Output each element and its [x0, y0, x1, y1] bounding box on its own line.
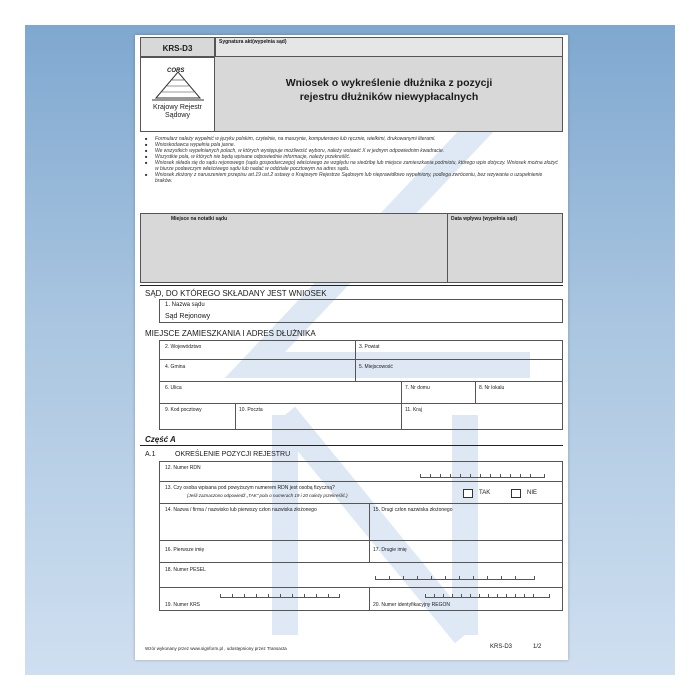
divider	[401, 381, 402, 403]
instruction-item: ■ Wniosek złożony z naruszeniem przepisu art.19 ust.2 ustawy o Krajowym Rejestrze Sądowym lub nieprawidłowo wypełniony, podlega zwróceniu, bez wzywania o uzupełnienie braków.	[145, 172, 560, 184]
second-surname-label: 15. Drugi człon nazwiska złożonego	[373, 507, 453, 513]
divider	[369, 503, 370, 562]
divider	[159, 503, 563, 504]
divider	[140, 445, 563, 446]
logo-text: CORS	[167, 68, 185, 74]
pesel-label: 18. Numer PESEL	[165, 567, 206, 573]
divider	[447, 213, 448, 283]
krs-number-input[interactable]	[220, 594, 340, 598]
natural-person-question: 13. Czy osoba wpisana pod powyższym numerem RDN jest osobą fizyczną?	[165, 485, 335, 491]
logo-cell	[140, 57, 215, 132]
natural-person-note: (Jeśli zaznaczono odpowiedź „TAK" pola o numerach 19 i 20 należy przekreślić.)	[187, 493, 348, 498]
court-notes-area	[140, 213, 563, 283]
instruction-item: ■ Wnioskodawca wypełnia pola jasne.	[145, 142, 560, 148]
rdn-number-label: 12. Numer RDN	[165, 465, 201, 471]
court-name-field[interactable]	[159, 299, 563, 323]
court-name-label: 1. Nazwa sądu	[165, 302, 205, 308]
form-code: KRS-D3	[162, 44, 193, 53]
postal-code-label: 9. Kod pocztowy	[165, 407, 202, 413]
divider	[140, 285, 563, 286]
form-title-2: rejestru dłużników niewypłacalnych	[299, 91, 479, 103]
court-notes-label: Miejsce na notatki sądu	[171, 216, 228, 222]
regon-input[interactable]	[425, 594, 550, 598]
regon-label: 20. Numer identyfikacyjny REGON	[373, 602, 450, 608]
section-a1-title: OKREŚLENIE POZYCJI REJESTRU	[175, 451, 291, 458]
register-grid	[159, 461, 563, 611]
instruction-item: ■ Formularz należy wypełnić w języku polskim, czytelnie, na maszynie, komputerowo lub ręcznie, wielkimi, drukowanymi literami.	[145, 136, 560, 142]
court-section-heading: SĄD, DO KTÓREGO SKŁADANY JEST WNIOSEK	[145, 289, 327, 298]
footer-credit: Wzór wykonany przez www.signform.pl , udostępniony przez Transacta	[145, 646, 287, 651]
street-label: 6. Ulica	[165, 385, 182, 391]
yes-label: TAK	[479, 490, 491, 496]
registry-name-1: Krajowy Rejestr	[152, 104, 202, 111]
divider	[475, 381, 476, 403]
krs-number-label: 19. Numer KRS	[165, 602, 201, 608]
instruction-item: ■ Wszystkie pola, w których nie będą wpisane odpowiednie informacje, należy przekreślić.	[145, 154, 560, 160]
court-name-value: Sąd Rejonowy	[165, 313, 211, 320]
divider	[159, 381, 563, 382]
form-code-cell	[140, 37, 215, 57]
commune-label: 4. Gmina	[165, 364, 186, 370]
divider	[159, 403, 563, 404]
yes-checkbox[interactable]	[463, 489, 473, 498]
divider	[159, 359, 563, 360]
locality-label: 5. Miejscowość	[359, 364, 393, 370]
divider	[401, 403, 402, 430]
divider	[159, 587, 563, 588]
county-label: 3. Powiat	[359, 344, 380, 350]
divider	[355, 340, 356, 381]
voivodeship-label: 2. Województwo	[165, 344, 202, 350]
no-label: NIE	[527, 490, 538, 496]
divider	[159, 540, 563, 541]
apartment-number-label: 8. Nr lokalu	[479, 385, 505, 391]
rdn-number-input[interactable]	[420, 474, 545, 478]
instruction-item: ■ Wniosek składa się do sądu rejonowego (sądu gospodarczego) właściwego ze względu na siedzibę lub miejsce zamieszkania podmiotu, którego wpis dotyczy. Wniosek można złożyć w biurze podawczym właściwego sądu lub nadać w oddziale pocztowym na adres sądu.	[145, 160, 560, 172]
form-title-1: Wniosek o wykreślenie dłużnika z pozycji	[285, 77, 493, 89]
country-label: 11. Kraj	[405, 407, 422, 413]
second-name-label: 17. Drugie imię	[373, 547, 407, 553]
pesel-input[interactable]	[375, 576, 535, 580]
signature-label-text: Sygnatura akt(wypełnia sąd)	[219, 39, 287, 45]
name-label: 14. Nazwa / firma / nazwisko lub pierwszy człon nazwiska złożonego	[165, 507, 317, 513]
instruction-item: ■ We wszystkich wypełnianych polach, w których występuje możliwość wyboru, należy wstawić X w jednym odpowiednim kwadracie.	[145, 148, 560, 154]
no-checkbox[interactable]	[511, 489, 521, 498]
registry-name-2: Sądowy	[165, 112, 190, 119]
section-number: A.1	[145, 451, 156, 458]
divider	[159, 481, 563, 482]
house-number-label: 7. Nr domu	[405, 385, 430, 391]
form-page	[135, 35, 568, 660]
first-name-label: 16. Pierwsze imię	[165, 547, 205, 553]
divider	[235, 403, 236, 430]
instructions-list	[145, 136, 560, 184]
address-section-heading: MIEJSCE ZAMIESZKANIA I ADRES DŁUŻNIKA	[145, 329, 316, 338]
page-number: 1/2	[533, 644, 542, 650]
divider	[159, 562, 563, 563]
divider	[369, 587, 370, 611]
post-office-label: 10. Poczta	[239, 407, 263, 413]
footer-form-code: KRS-D3	[490, 644, 513, 650]
receipt-date-label: Data wpływu (wypełnia sąd)	[451, 216, 518, 222]
part-a-title: Część A	[145, 435, 176, 444]
